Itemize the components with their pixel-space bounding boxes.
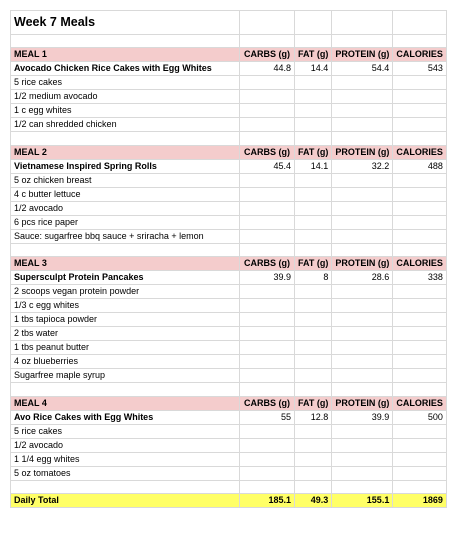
empty-cell[interactable] [332, 438, 393, 452]
ingredient-cell[interactable]: 1/3 c egg whites [11, 299, 240, 313]
protein-value[interactable]: 54.4 [332, 62, 393, 76]
empty-cell[interactable] [393, 90, 447, 104]
empty-cell[interactable] [295, 229, 332, 243]
ingredient-row [11, 201, 447, 215]
meal-row [11, 410, 447, 424]
empty-cell[interactable] [393, 466, 447, 480]
empty-cell[interactable] [332, 383, 393, 396]
empty-cell[interactable] [295, 76, 332, 90]
ingredient-cell[interactable]: 4 c butter lettuce [11, 187, 240, 201]
empty-cell[interactable] [295, 90, 332, 104]
ingredient-row [11, 452, 447, 466]
empty-cell[interactable] [393, 76, 447, 90]
column-header[interactable]: FAT (g) [295, 145, 332, 159]
blank-row [11, 35, 447, 48]
ingredient-row [11, 299, 447, 313]
sheet-title[interactable]: Week 7 Meals [11, 11, 240, 35]
empty-cell[interactable] [393, 11, 447, 35]
ingredient-cell[interactable]: 5 oz chicken breast [11, 173, 240, 187]
total-protein[interactable]: 155.1 [332, 494, 393, 508]
spreadsheet [10, 10, 447, 508]
empty-cell[interactable] [295, 466, 332, 480]
empty-cell[interactable] [393, 480, 447, 493]
ingredient-row [11, 438, 447, 452]
empty-cell[interactable] [240, 229, 295, 243]
carbs-value[interactable]: 44.8 [240, 62, 295, 76]
empty-cell[interactable] [240, 35, 295, 48]
ingredient-cell[interactable]: 1/2 medium avocado [11, 90, 240, 104]
empty-cell[interactable] [240, 243, 295, 256]
blank-row [11, 243, 447, 256]
meal-label[interactable]: MEAL 3 [11, 257, 240, 271]
empty-cell[interactable] [332, 35, 393, 48]
meal-row [11, 271, 447, 285]
empty-cell[interactable] [295, 383, 332, 396]
total-calories[interactable]: 1869 [393, 494, 447, 508]
empty-cell[interactable] [295, 215, 332, 229]
empty-cell[interactable] [332, 424, 393, 438]
meal-name[interactable]: Vietnamese Inspired Spring Rolls [11, 159, 240, 173]
empty-cell[interactable] [240, 424, 295, 438]
empty-cell[interactable] [393, 355, 447, 369]
empty-cell[interactable] [240, 215, 295, 229]
empty-cell[interactable] [393, 369, 447, 383]
ingredient-cell[interactable]: 1 tbs tapioca powder [11, 313, 240, 327]
empty-cell[interactable] [240, 187, 295, 201]
empty-cell[interactable] [295, 355, 332, 369]
column-header[interactable]: PROTEIN (g) [332, 145, 393, 159]
empty-cell[interactable] [393, 299, 447, 313]
column-header[interactable]: CALORIES [393, 145, 447, 159]
empty-cell[interactable] [332, 76, 393, 90]
empty-cell[interactable] [393, 132, 447, 145]
empty-cell[interactable] [240, 90, 295, 104]
ingredient-row [11, 285, 447, 299]
empty-cell[interactable] [393, 285, 447, 299]
empty-cell[interactable] [393, 215, 447, 229]
ingredient-cell[interactable]: 1/2 avocado [11, 201, 240, 215]
empty-cell[interactable] [295, 201, 332, 215]
empty-cell[interactable] [332, 480, 393, 493]
ingredient-cell[interactable]: 2 tbs water [11, 327, 240, 341]
empty-cell[interactable] [240, 369, 295, 383]
column-header[interactable]: FAT (g) [295, 257, 332, 271]
ingredient-cell[interactable]: 5 oz tomatoes [11, 466, 240, 480]
empty-cell[interactable] [240, 383, 295, 396]
ingredient-row [11, 104, 447, 118]
empty-cell[interactable] [393, 104, 447, 118]
column-header[interactable]: PROTEIN (g) [332, 48, 393, 62]
meal-label[interactable]: MEAL 2 [11, 145, 240, 159]
empty-cell[interactable] [295, 11, 332, 35]
empty-cell[interactable] [332, 229, 393, 243]
empty-cell[interactable] [240, 118, 295, 132]
daily-total-label[interactable]: Daily Total [11, 494, 240, 508]
empty-cell[interactable] [11, 480, 240, 493]
protein-value[interactable]: 32.2 [332, 159, 393, 173]
empty-cell[interactable] [295, 173, 332, 187]
ingredient-row [11, 90, 447, 104]
column-header[interactable]: PROTEIN (g) [332, 396, 393, 410]
ingredient-cell[interactable]: 6 pcs rice paper [11, 215, 240, 229]
empty-cell[interactable] [295, 243, 332, 256]
title-row [11, 11, 447, 35]
column-header[interactable]: CARBS (g) [240, 48, 295, 62]
empty-cell[interactable] [332, 369, 393, 383]
calories-value[interactable]: 500 [393, 410, 447, 424]
fat-value[interactable]: 14.1 [295, 159, 332, 173]
ingredient-cell[interactable]: 1 tbs peanut butter [11, 341, 240, 355]
meal-name[interactable]: Avocado Chicken Rice Cakes with Egg Whites [11, 62, 240, 76]
fat-value[interactable]: 12.8 [295, 410, 332, 424]
empty-cell[interactable] [240, 11, 295, 35]
meal-label[interactable]: MEAL 4 [11, 396, 240, 410]
empty-cell[interactable] [393, 173, 447, 187]
empty-cell[interactable] [332, 341, 393, 355]
meal-header-row [11, 396, 447, 410]
empty-cell[interactable] [295, 327, 332, 341]
column-header[interactable]: FAT (g) [295, 396, 332, 410]
empty-cell[interactable] [332, 313, 393, 327]
empty-cell[interactable] [11, 383, 240, 396]
ingredient-row [11, 327, 447, 341]
ingredient-row [11, 76, 447, 90]
meal-header-row [11, 257, 447, 271]
empty-cell[interactable] [393, 327, 447, 341]
column-header[interactable]: CALORIES [393, 257, 447, 271]
ingredient-cell[interactable]: 2 scoops vegan protein powder [11, 285, 240, 299]
ingredient-row [11, 341, 447, 355]
empty-cell[interactable] [240, 132, 295, 145]
empty-cell[interactable] [295, 452, 332, 466]
protein-value[interactable]: 28.6 [332, 271, 393, 285]
carbs-value[interactable]: 45.4 [240, 159, 295, 173]
ingredient-cell[interactable]: Sugarfree maple syrup [11, 369, 240, 383]
empty-cell[interactable] [295, 313, 332, 327]
blank-row [11, 383, 447, 396]
blank-row [11, 132, 447, 145]
ingredient-cell[interactable]: 5 rice cakes [11, 76, 240, 90]
empty-cell[interactable] [393, 341, 447, 355]
empty-cell[interactable] [240, 452, 295, 466]
empty-cell[interactable] [240, 104, 295, 118]
fat-value[interactable]: 8 [295, 271, 332, 285]
empty-cell[interactable] [240, 466, 295, 480]
empty-cell[interactable] [393, 243, 447, 256]
carbs-value[interactable]: 55 [240, 410, 295, 424]
empty-cell[interactable] [240, 355, 295, 369]
empty-cell[interactable] [332, 201, 393, 215]
empty-cell[interactable] [295, 424, 332, 438]
total-fat[interactable]: 49.3 [295, 494, 332, 508]
daily-total-row [11, 494, 447, 508]
ingredient-cell[interactable]: 1/2 avocado [11, 438, 240, 452]
empty-cell[interactable] [295, 369, 332, 383]
column-header[interactable]: CARBS (g) [240, 257, 295, 271]
empty-cell[interactable] [332, 285, 393, 299]
meal-name[interactable]: Avo Rice Cakes with Egg Whites [11, 410, 240, 424]
protein-value[interactable]: 39.9 [332, 410, 393, 424]
column-header[interactable]: CARBS (g) [240, 396, 295, 410]
ingredient-row [11, 187, 447, 201]
column-header[interactable]: FAT (g) [295, 48, 332, 62]
empty-cell[interactable] [295, 438, 332, 452]
ingredient-row [11, 118, 447, 132]
empty-cell[interactable] [393, 35, 447, 48]
empty-cell[interactable] [240, 201, 295, 215]
carbs-value[interactable]: 39.9 [240, 271, 295, 285]
blank-row [11, 480, 447, 493]
empty-cell[interactable] [240, 313, 295, 327]
empty-cell[interactable] [240, 438, 295, 452]
ingredient-row [11, 173, 447, 187]
ingredient-cell[interactable]: 1 1/4 egg whites [11, 452, 240, 466]
empty-cell[interactable] [393, 313, 447, 327]
ingredient-cell[interactable]: 5 rice cakes [11, 424, 240, 438]
empty-cell[interactable] [393, 118, 447, 132]
empty-cell[interactable] [393, 438, 447, 452]
empty-cell[interactable] [332, 299, 393, 313]
empty-cell[interactable] [295, 299, 332, 313]
empty-cell[interactable] [295, 480, 332, 493]
empty-cell[interactable] [295, 285, 332, 299]
empty-cell[interactable] [295, 118, 332, 132]
total-carbs[interactable]: 185.1 [240, 494, 295, 508]
ingredient-row [11, 229, 447, 243]
meal-header-row [11, 48, 447, 62]
ingredient-cell[interactable]: Sauce: sugarfree bbq sauce + sriracha + lemon [11, 229, 240, 243]
empty-cell[interactable] [295, 132, 332, 145]
empty-cell[interactable] [11, 243, 240, 256]
empty-cell[interactable] [393, 383, 447, 396]
empty-cell[interactable] [295, 104, 332, 118]
empty-cell[interactable] [240, 285, 295, 299]
meal-plan-table [10, 10, 447, 508]
empty-cell[interactable] [393, 424, 447, 438]
column-header[interactable]: CALORIES [393, 48, 447, 62]
empty-cell[interactable] [240, 327, 295, 341]
column-header[interactable]: PROTEIN (g) [332, 257, 393, 271]
empty-cell[interactable] [240, 480, 295, 493]
empty-cell[interactable] [332, 173, 393, 187]
meal-row [11, 62, 447, 76]
ingredient-cell[interactable]: 1 c egg whites [11, 104, 240, 118]
empty-cell[interactable] [332, 327, 393, 341]
ingredient-row [11, 466, 447, 480]
ingredient-row [11, 355, 447, 369]
ingredient-row [11, 424, 447, 438]
calories-value[interactable]: 543 [393, 62, 447, 76]
ingredient-cell[interactable]: 4 oz blueberries [11, 355, 240, 369]
meal-label[interactable]: MEAL 1 [11, 48, 240, 62]
empty-cell[interactable] [295, 187, 332, 201]
empty-cell[interactable] [11, 132, 240, 145]
empty-cell[interactable] [332, 452, 393, 466]
empty-cell[interactable] [240, 299, 295, 313]
empty-cell[interactable] [393, 229, 447, 243]
empty-cell[interactable] [240, 76, 295, 90]
empty-cell[interactable] [332, 355, 393, 369]
empty-cell[interactable] [332, 90, 393, 104]
empty-cell[interactable] [332, 215, 393, 229]
meal-name[interactable]: Supersculpt Protein Pancakes [11, 271, 240, 285]
empty-cell[interactable] [332, 466, 393, 480]
empty-cell[interactable] [11, 35, 240, 48]
meal-header-row [11, 145, 447, 159]
column-header[interactable]: CARBS (g) [240, 145, 295, 159]
empty-cell[interactable] [393, 187, 447, 201]
ingredient-row [11, 215, 447, 229]
empty-cell[interactable] [332, 118, 393, 132]
empty-cell[interactable] [332, 11, 393, 35]
empty-cell[interactable] [332, 132, 393, 145]
empty-cell[interactable] [295, 341, 332, 355]
calories-value[interactable]: 338 [393, 271, 447, 285]
fat-value[interactable]: 14.4 [295, 62, 332, 76]
empty-cell[interactable] [240, 173, 295, 187]
empty-cell[interactable] [295, 35, 332, 48]
meal-row [11, 159, 447, 173]
ingredient-row [11, 369, 447, 383]
empty-cell[interactable] [332, 104, 393, 118]
ingredient-cell[interactable]: 1/2 can shredded chicken [11, 118, 240, 132]
calories-value[interactable]: 488 [393, 159, 447, 173]
ingredient-row [11, 313, 447, 327]
empty-cell[interactable] [332, 243, 393, 256]
empty-cell[interactable] [393, 201, 447, 215]
empty-cell[interactable] [332, 187, 393, 201]
empty-cell[interactable] [393, 452, 447, 466]
column-header[interactable]: CALORIES [393, 396, 447, 410]
empty-cell[interactable] [240, 341, 295, 355]
